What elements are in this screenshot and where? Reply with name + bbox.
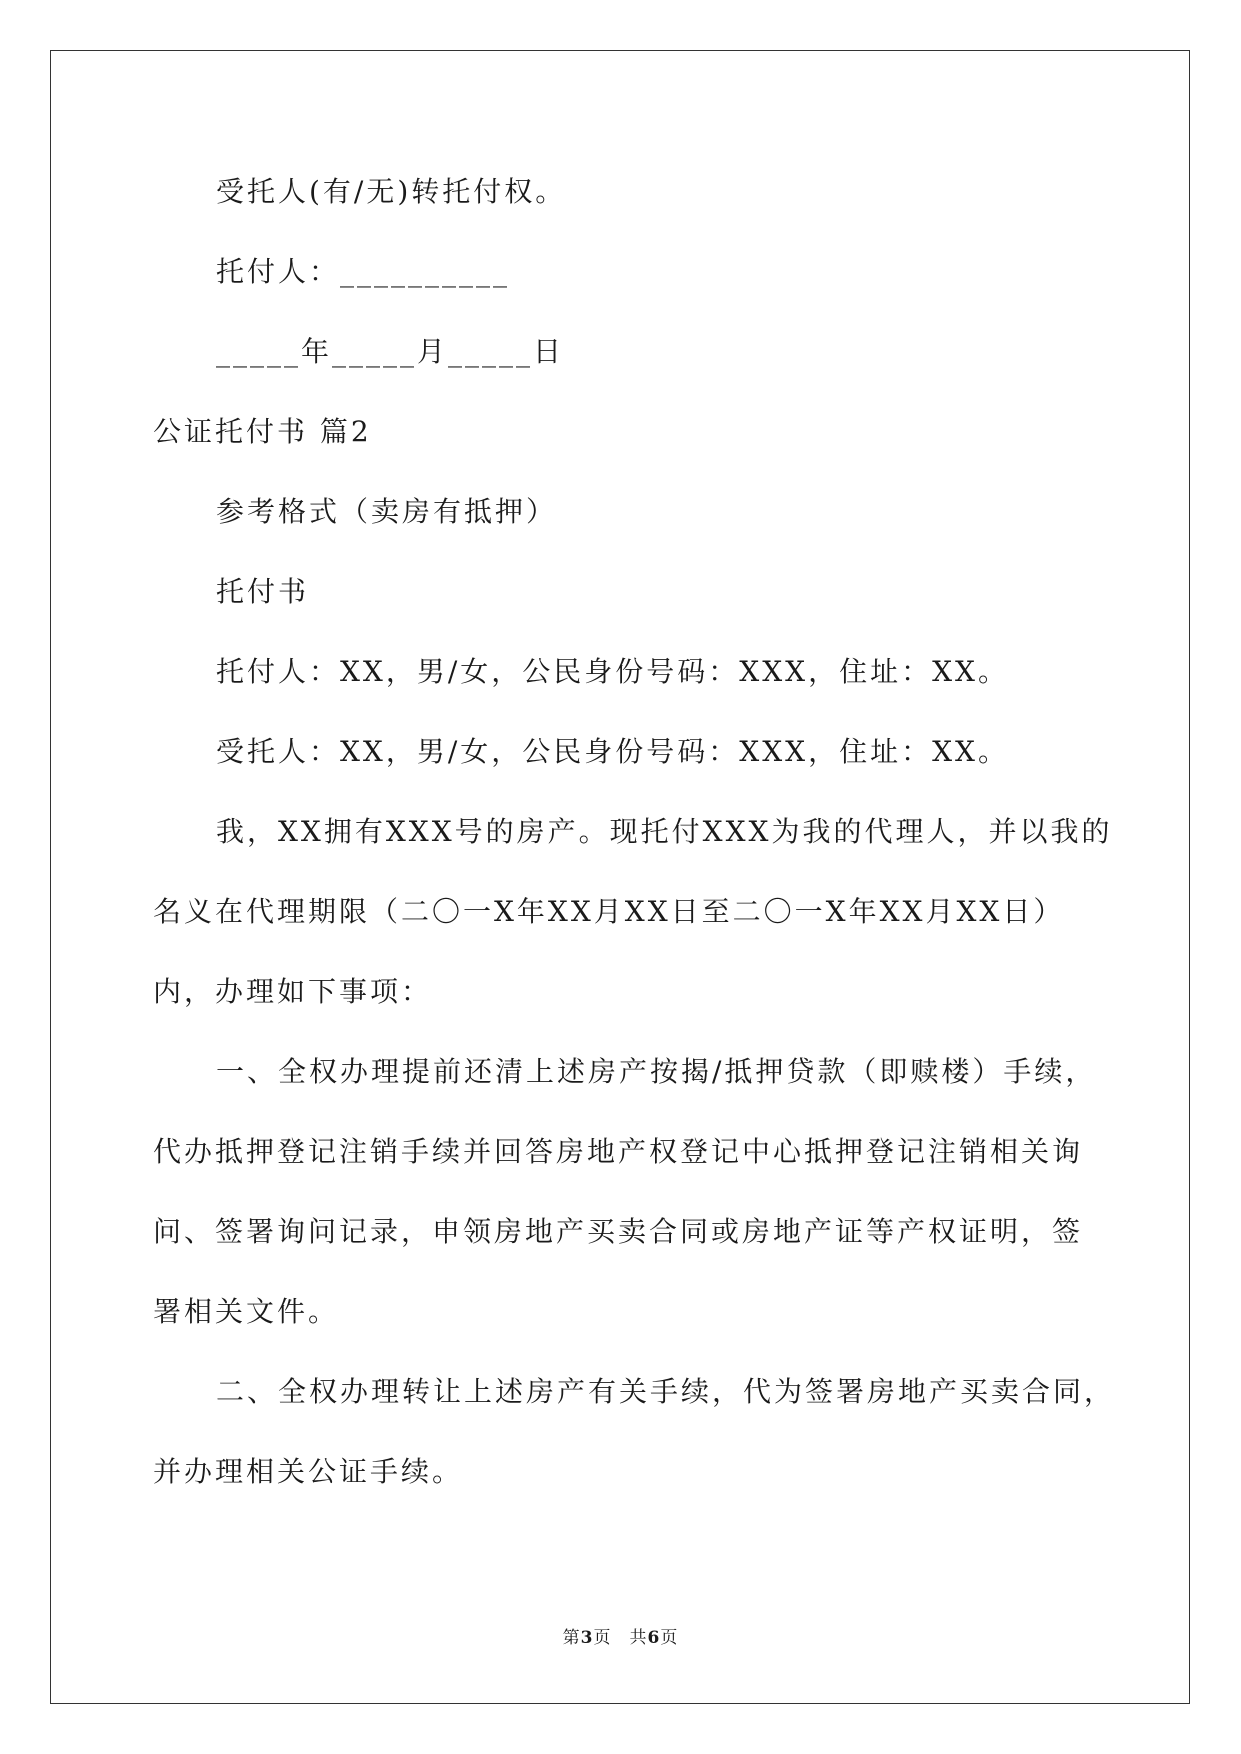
paragraph-line: 并办理相关公证手续。 xyxy=(153,1455,464,1488)
text-line-principal-signature: 托付人：__________ xyxy=(216,255,511,288)
paragraph-line: 问、签署询问记录，申领房地产买卖合同或房地产证等产权证明，签 xyxy=(153,1215,1084,1248)
total-pages-number: 6 xyxy=(647,1628,661,1648)
footer-suffix: 页 xyxy=(660,1628,679,1648)
document-title: 托付书 xyxy=(216,575,310,608)
footer-middle: 页 共 xyxy=(593,1628,648,1648)
section-heading: 公证托付书 篇2 xyxy=(153,415,372,448)
text-line-date-blank: _____年_____月_____日 xyxy=(216,335,565,368)
paragraph-line: 代办抵押登记注销手续并回答房地产权登记中心抵押登记注销相关询 xyxy=(153,1135,1084,1168)
text-line-principal-info: 托付人：XX，男/女，公民身份号码：XXX，住址：XX。 xyxy=(216,655,1009,688)
paragraph-line: 一、全权办理提前还清上述房产按揭/抵押贷款（即赎楼）手续， xyxy=(216,1055,1097,1088)
text-line-reference-format: 参考格式（卖房有抵押） xyxy=(216,495,558,528)
paragraph-line: 名义在代理期限（二〇一X年XX月XX日至二〇一X年XX月XX日） xyxy=(153,895,1065,928)
paragraph-line: 二、全权办理转让上述房产有关手续，代为签署房地产买卖合同， xyxy=(216,1375,1116,1408)
page-footer xyxy=(0,1626,1241,1650)
paragraph-line: 内，办理如下事项： xyxy=(153,975,433,1008)
text-line-agent-info: 受托人：XX，男/女，公民身份号码：XXX，住址：XX。 xyxy=(216,735,1009,768)
text-line-sub-entrust-right: 受托人(有/无)转托付权。 xyxy=(216,175,567,208)
paragraph-line: 署相关文件。 xyxy=(153,1295,340,1328)
current-page-number: 3 xyxy=(580,1628,594,1648)
footer-prefix: 第 xyxy=(562,1628,581,1648)
paragraph-line: 我，XX拥有XXX号的房产。现托付XXX为我的代理人，并以我的 xyxy=(216,815,1113,848)
